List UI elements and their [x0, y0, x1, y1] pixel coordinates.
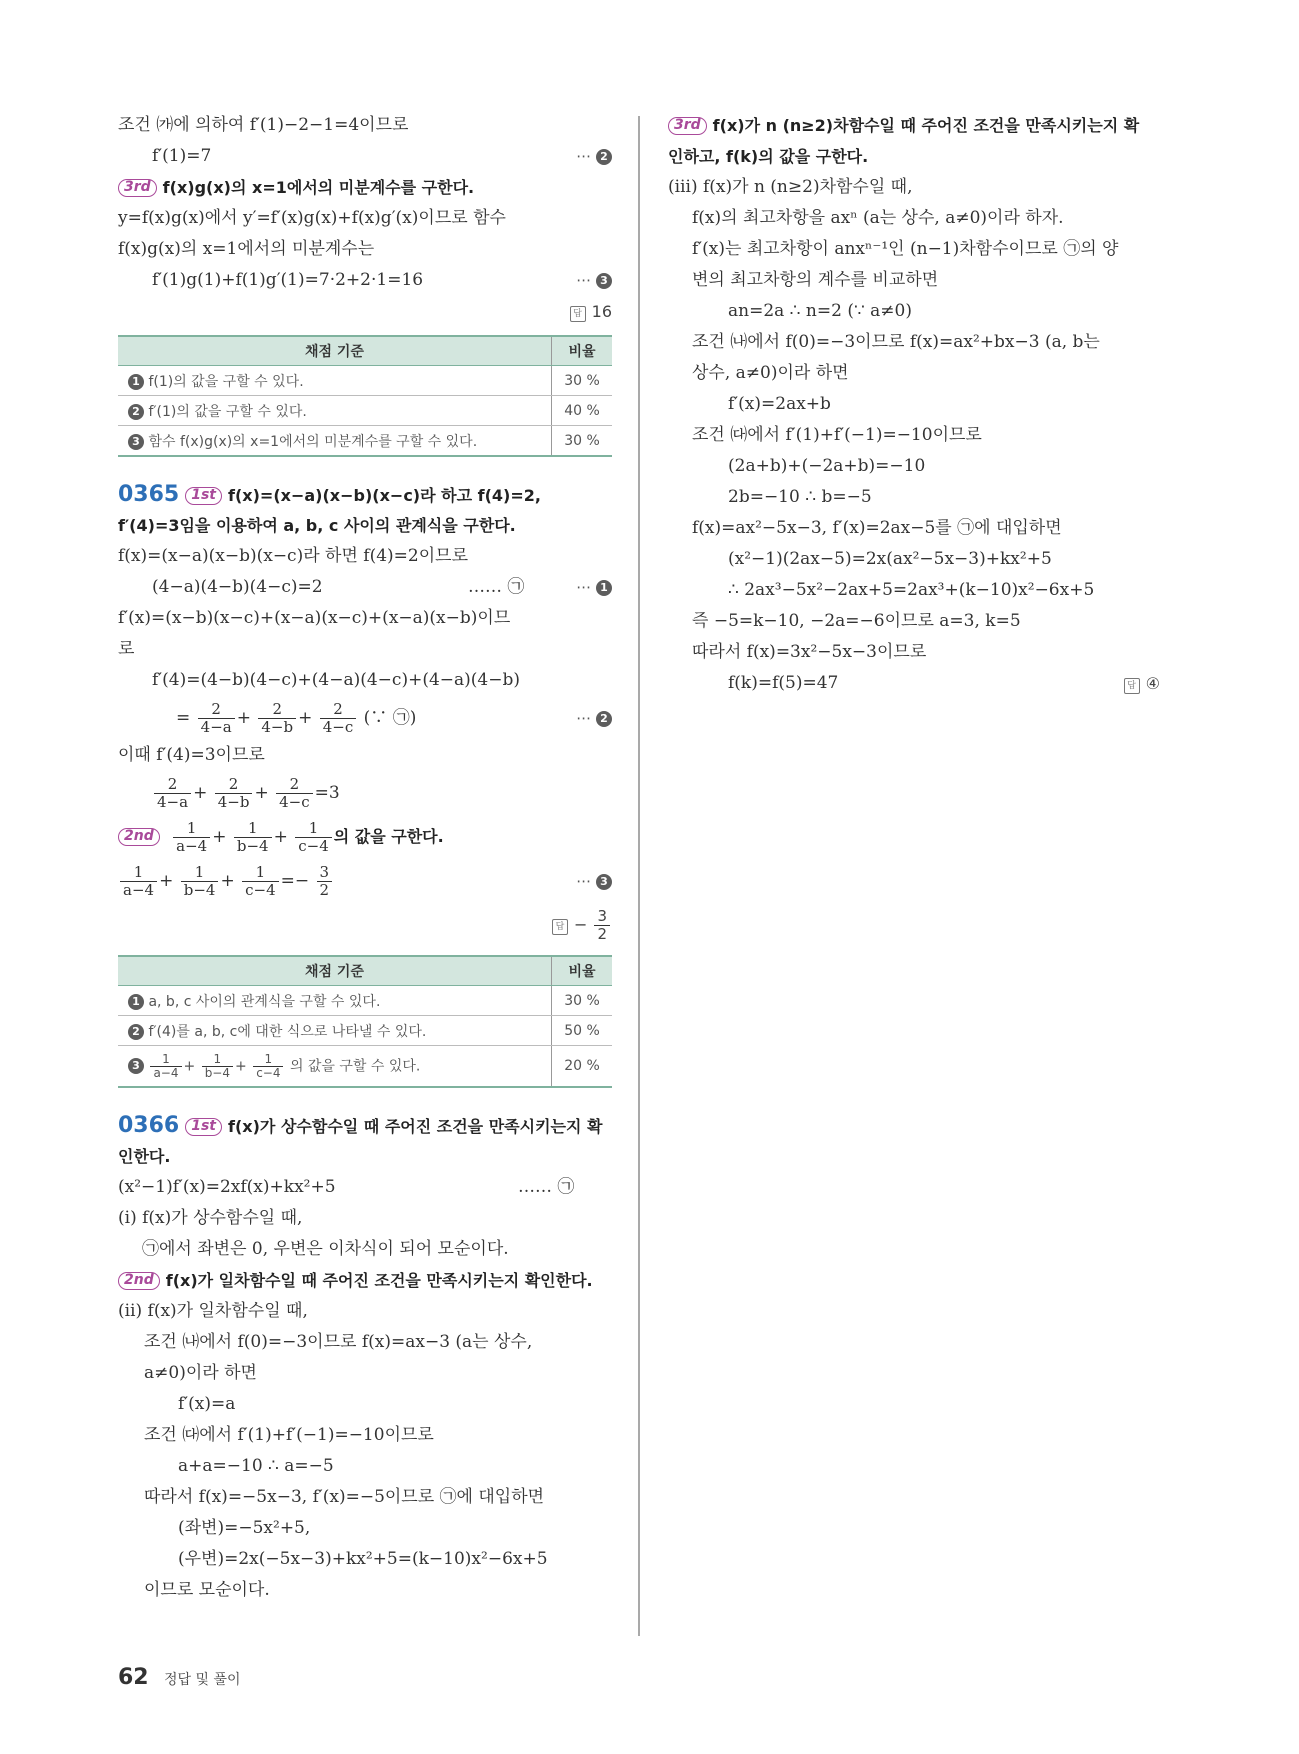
footer-label: 정답 및 풀이	[164, 1672, 241, 1688]
fraction: $\frac{1}{b-4}$	[202, 1053, 233, 1080]
problem-heading-cont: 인한다.	[118, 1147, 171, 1166]
step-heading-cont: 인하고, f(k)의 값을 구한다.	[668, 147, 869, 166]
step-marker: ⋯ 2	[576, 696, 612, 740]
text-line: 조건 ㈐에서 f′(1)+f′(−1)=−10이므로	[692, 425, 982, 445]
grading-table	[118, 335, 612, 457]
fraction: $\frac{2}{4-b}$	[258, 701, 296, 736]
circled-number-icon: 2	[596, 711, 612, 727]
fraction: $\frac{3}{2}$	[594, 908, 610, 943]
text-line: f(x)g(x)의 x=1에서의 미분계수는	[118, 239, 375, 259]
text-line: ∴ 2ax³−5x²−2ax+5=2ax³+(k−10)x²−6x+5	[728, 580, 1095, 600]
fraction: $\frac{1}{c-4}$	[242, 864, 279, 899]
step-marker: ⋯ 3	[576, 265, 612, 296]
step-badge: 1st	[185, 487, 222, 505]
text-line: a+a=−10 ∴ a=−5	[178, 1456, 334, 1476]
answer-line	[118, 296, 612, 327]
step-marker: ⋯ 2	[576, 141, 612, 172]
text-line: f′(x)=(x−b)(x−c)+(x−a)(x−c)+(x−a)(x−b)이므	[118, 608, 511, 628]
step-badge: 2nd	[118, 828, 160, 846]
text-line: an=2a ∴ n=2 (∵ a≠0)	[728, 301, 912, 321]
fraction: $\frac{2}{4-a}$	[198, 701, 235, 736]
grading-table	[118, 955, 612, 1088]
answer-icon: 답	[1124, 678, 1140, 694]
fraction: $\frac{1}{a-4}$	[120, 864, 157, 899]
fraction: $\frac{2}{4-b}$	[215, 776, 253, 811]
fraction-line: $\frac{2}{4-a}$ + $\frac{2}{4-b}$ + $\frac{2}{4-c}$ =3	[118, 771, 612, 815]
text-line: (x²−1)(2ax−5)=2x(ax²−5x−3)+kx²+5	[728, 549, 1052, 569]
column-divider	[638, 116, 640, 1636]
fraction-line: = $\frac{2}{4-a}$ + $\frac{2}{4-b}$ + $\frac{2}{4-c}$ (∵ ㉠) ⋯ 2	[118, 696, 612, 740]
fraction: $\frac{1}{c-4}$	[253, 1053, 283, 1080]
problem-heading-cont: f′(4)=3임을 이용하여 a, b, c 사이의 관계식을 구한다.	[118, 516, 516, 535]
table-header: 채점 기준	[118, 956, 552, 986]
text-line: 로	[118, 639, 135, 659]
text-line: (4−a)(4−b)(4−c)=2 …… ㉠ ⋯ 1	[118, 572, 612, 603]
line-text: 조건 ㈎에 의하여 f′(1)−2−1=4이므로	[118, 115, 409, 135]
step-marker: ⋯ 1	[576, 572, 612, 603]
text-line: f(x)=ax²−5x−3, f′(x)=2ax−5를 ㉠에 대입하면	[692, 518, 1062, 538]
text-line: f′(x)는 최고차항이 anxⁿ⁻¹인 (n−1)차함수이므로 ㉠의 양	[692, 239, 1119, 259]
equation-tag: …… ㉠	[468, 577, 525, 597]
step-marker: ⋯ 3	[576, 859, 612, 903]
table-row: 1 f(1)의 값을 구할 수 있다. 30 %	[118, 366, 612, 396]
page-number: 62	[118, 1665, 149, 1690]
fraction-line: $\frac{1}{a-4}$ + $\frac{1}{b-4}$ + $\frac{1}{c-4}$ =− $\frac{3}{2}$ ⋯ 3	[118, 859, 612, 903]
table-row: 3 $\frac{1}{a-4}$ + $\frac{1}{b-4}$ + $\frac{1}{c-4}$ 의 값을 구할 수 있다. 20 %	[118, 1046, 612, 1088]
step-badge: 3rd	[668, 117, 707, 135]
table-row: 2 f′(4)를 a, b, c에 대한 식으로 나타낼 수 있다. 50 %	[118, 1016, 612, 1046]
text-line: 조건 ㈐에서 f′(1)+f′(−1)=−10이므로	[144, 1425, 434, 1445]
table-header: 채점 기준	[118, 336, 552, 366]
text-line: 조건 ㈏에서 f(0)=−3이므로 f(x)=ax²+bx−3 (a, b는	[692, 332, 1100, 352]
text-line: y=f(x)g(x)에서 y′=f′(x)g(x)+f(x)g′(x)이므로 함수	[118, 208, 506, 228]
fraction: $\frac{2}{4-a}$	[154, 776, 191, 811]
text-line: f(x)=(x−a)(x−b)(x−c)라 하면 f(4)=2이므로	[118, 546, 468, 566]
fraction: $\frac{1}{b-4}$	[234, 820, 272, 855]
fraction: $\frac{1}{a-4}$	[173, 820, 210, 855]
fraction: $\frac{2}{4-c}$	[320, 701, 357, 736]
table-header: 비율	[552, 336, 613, 366]
circled-number-icon: 2	[128, 404, 144, 420]
step-badge: 2nd	[118, 1272, 160, 1290]
text-line: (ⅰ) f(x)가 상수함수일 때,	[118, 1208, 303, 1228]
text-line: 이때 f′(4)=3이므로	[118, 745, 265, 765]
answer: 답 − $\frac{3}{2}$	[552, 903, 612, 947]
problem-heading: 0366 1st f(x)가 상수함수일 때 주어진 조건을 만족시키는지 확	[118, 1113, 603, 1138]
answer: 답 ④	[1124, 668, 1160, 699]
answer-icon: 답	[570, 306, 586, 322]
text-line: 즉 −5=k−10, −2a=−6이므로 a=3, k=5	[692, 611, 1021, 631]
circled-number-icon: 1	[128, 994, 144, 1010]
text-line: 따라서 f(x)=3x²−5x−3이므로	[692, 642, 927, 662]
text-line: 따라서 f(x)=−5x−3, f′(x)=−5이므로 ㉠에 대입하면	[144, 1487, 545, 1507]
step-heading: 2nd $\frac{1}{a-4}$ + $\frac{1}{b-4}$ + $\frac{1}{c-4}$ 의 값을 구한다.	[118, 815, 612, 859]
text-line: (x²−1)f′(x)=2xf(x)+kx²+5 …… ㉠	[118, 1172, 612, 1203]
fraction: $\frac{1}{c-4}$	[295, 820, 332, 855]
text-line: (우변)=2x(−5x−3)+kx²+5=(k−10)x²−6x+5	[178, 1549, 548, 1569]
text-line: f′(x)=2ax+b	[728, 394, 831, 414]
text-line: f′(1)g(1)+f(1)g′(1)=7·2+2·1=16 ⋯ 3	[118, 265, 612, 296]
text-line	[118, 141, 612, 172]
text-line: 변의 최고차항의 계수를 비교하면	[692, 270, 939, 290]
text-line: 2b=−10 ∴ b=−5	[728, 487, 872, 507]
right-column	[668, 110, 1168, 699]
answer-line	[118, 903, 612, 947]
text-line: f′(x)=a	[178, 1394, 236, 1414]
equation-tag: …… ㉠	[518, 1177, 575, 1197]
left-column	[118, 110, 612, 1606]
line-text: f′(1)=7	[152, 146, 212, 166]
problem-number: 0365	[118, 482, 180, 507]
fraction: $\frac{2}{4-c}$	[276, 776, 313, 811]
text-line: f(x)의 최고차항을 axⁿ (a는 상수, a≠0)이라 하자.	[692, 208, 1064, 228]
text-line: 이므로 모순이다.	[144, 1580, 270, 1600]
fraction: $\frac{1}{a-4}$	[150, 1053, 181, 1080]
table-row: 1 a, b, c 사이의 관계식을 구할 수 있다. 30 %	[118, 986, 612, 1016]
step-heading: 2nd f(x)가 일차함수일 때 주어진 조건을 만족시키는지 확인한다.	[118, 1265, 612, 1296]
answer: 답 16	[570, 296, 612, 327]
text-line: (2a+b)+(−2a+b)=−10	[728, 456, 926, 476]
circled-number-icon: 2	[596, 149, 612, 165]
step-heading: 3rd f(x)가 n (n≥2)차함수일 때 주어진 조건을 만족시키는지 확	[668, 110, 1168, 141]
circled-number-icon: 2	[128, 1024, 144, 1040]
circled-number-icon: 3	[596, 874, 612, 890]
step-badge: 3rd	[118, 179, 157, 197]
step-badge: 1st	[185, 1118, 222, 1136]
answer-icon: 답	[552, 919, 568, 935]
step-text: f(x)g(x)의 x=1에서의 미분계수를 구한다.	[162, 178, 475, 197]
problem-number: 0366	[118, 1113, 180, 1138]
table-header: 비율	[552, 956, 613, 986]
fraction: $\frac{3}{2}$	[317, 864, 333, 899]
circled-number-icon: 3	[128, 434, 144, 450]
problem-heading: 0365 1st f(x)=(x−a)(x−b)(x−c)라 하고 f(4)=2,	[118, 482, 541, 507]
page-footer	[118, 1665, 241, 1690]
text-line: f(k)=f(5)=47 답 ④	[668, 668, 1168, 699]
text-line: ㉠에서 좌변은 0, 우변은 이차식이 되어 모순이다.	[142, 1239, 509, 1259]
text-line	[118, 110, 612, 141]
circled-number-icon: 1	[596, 580, 612, 596]
text-line: a≠0)이라 하면	[144, 1363, 257, 1383]
fraction: $\frac{1}{b-4}$	[181, 864, 219, 899]
text-line: f′(4)=(4−b)(4−c)+(4−a)(4−c)+(4−a)(4−b)	[152, 670, 520, 690]
circled-number-icon: 1	[128, 374, 144, 390]
text-line: (ⅲ) f(x)가 n (n≥2)차함수일 때,	[668, 177, 913, 197]
table-row: 2 f′(1)의 값을 구할 수 있다. 40 %	[118, 396, 612, 426]
text-line: 상수, a≠0)이라 하면	[692, 363, 849, 383]
circled-number-icon: 3	[596, 273, 612, 289]
table-row: 3 함수 f(x)g(x)의 x=1에서의 미분계수를 구할 수 있다. 30 %	[118, 426, 612, 457]
text-line: (좌변)=−5x²+5,	[178, 1518, 311, 1538]
text-line: (ⅱ) f(x)가 일차함수일 때,	[118, 1301, 308, 1321]
step-heading	[118, 172, 612, 203]
text-line: 조건 ㈏에서 f(0)=−3이므로 f(x)=ax−3 (a는 상수,	[144, 1332, 533, 1352]
circled-number-icon: 3	[128, 1058, 144, 1074]
